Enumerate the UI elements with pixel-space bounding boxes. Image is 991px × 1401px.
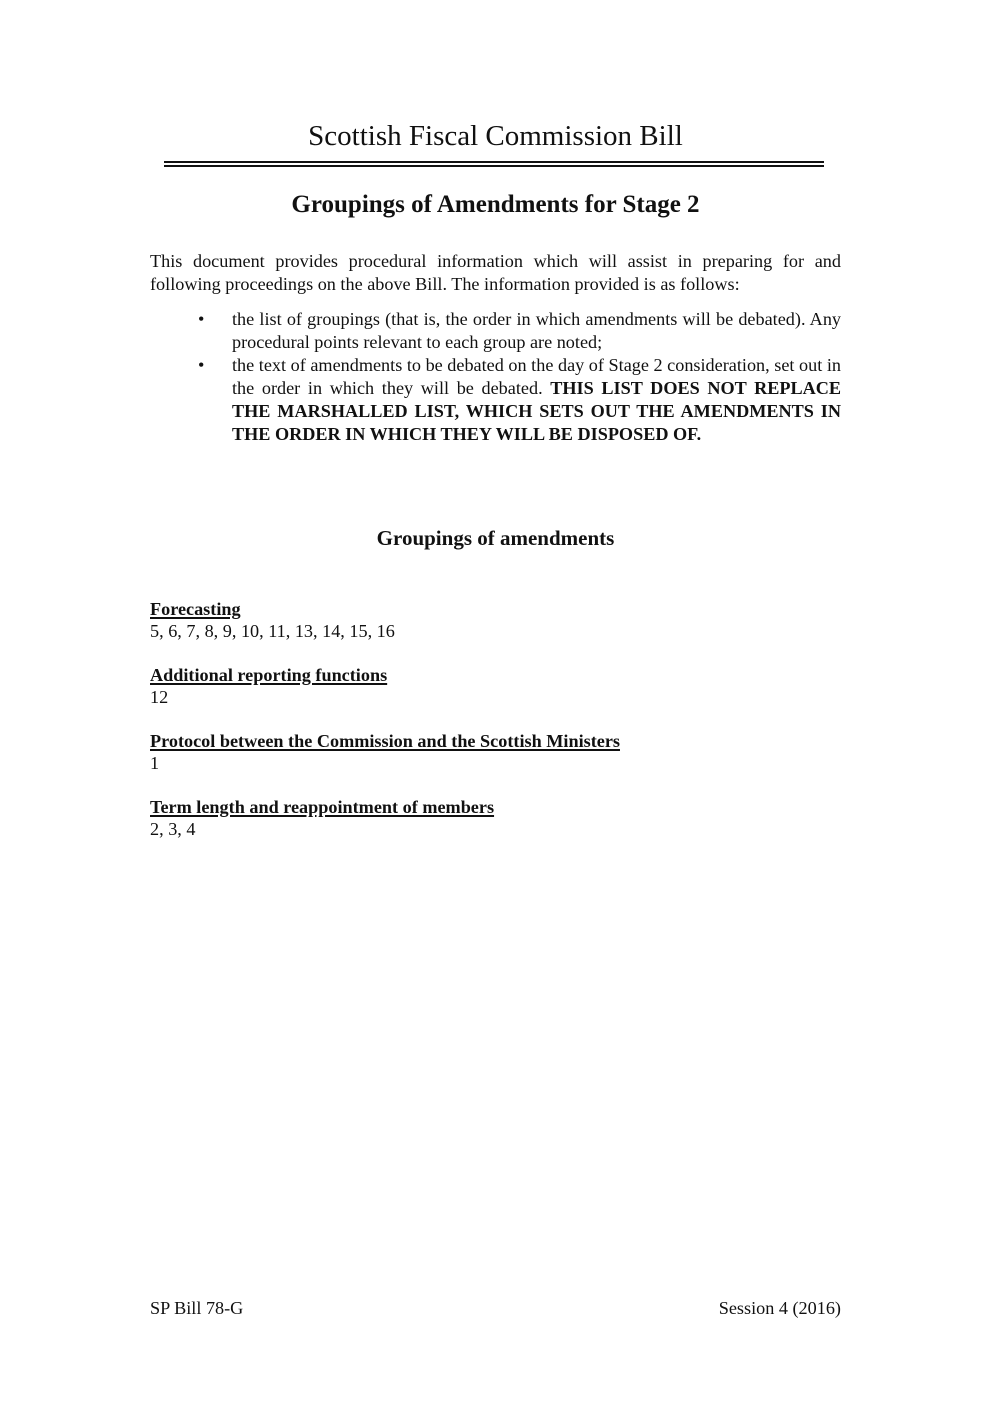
group-title: Forecasting bbox=[150, 599, 241, 619]
groupings-heading: Groupings of amendments bbox=[376, 526, 615, 550]
rule-line-bottom bbox=[164, 165, 824, 167]
rule-line-top bbox=[164, 161, 824, 163]
groupings-list bbox=[150, 598, 841, 862]
info-bullet-list bbox=[150, 308, 841, 446]
group-amendment-numbers: 2, 3, 4 bbox=[150, 819, 196, 839]
footer-bill-reference: SP Bill 78-G bbox=[150, 1298, 244, 1318]
group-title: Term length and reappointment of members bbox=[150, 797, 495, 817]
group-amendment-numbers: 5, 6, 7, 8, 9, 10, 11, 13, 14, 15, 16 bbox=[150, 621, 395, 641]
intro-paragraph: This document provides procedural information which will assist in preparing for and following proceedings on the above Bill. The information provided is as follows: bbox=[150, 251, 841, 294]
bullet-text: the list of groupings (that is, the order in which amendments will be debated). Any procedural points relevant to each group are noted; bbox=[232, 309, 841, 352]
group-amendment-numbers: 12 bbox=[150, 687, 169, 707]
group-item bbox=[150, 796, 841, 840]
bullet-icon: • bbox=[198, 355, 205, 375]
group-amendment-numbers: 1 bbox=[150, 753, 160, 773]
bullet-text: the text of amendments to be debated on the day of Stage 2 consideration, set out in the order in which they will be debated. bbox=[232, 355, 841, 398]
group-title: Protocol between the Commission and the Scottish Ministers bbox=[150, 731, 620, 751]
bullet-bold-notice: THIS LIST DOES NOT REPLACE THE MARSHALLED LIST, WHICH SETS OUT THE AMENDMENTS IN THE ORDER IN WHICH THEY WILL BE DISPOSED OF. bbox=[232, 378, 841, 444]
bullet-item-groupings bbox=[150, 308, 841, 354]
footer-session: Session 4 (2016) bbox=[718, 1298, 841, 1318]
group-item bbox=[150, 664, 841, 708]
document-subtitle: Groupings of Amendments for Stage 2 bbox=[291, 191, 700, 218]
group-item bbox=[150, 730, 841, 774]
bullet-item-amendment-text bbox=[150, 354, 841, 446]
group-title: Additional reporting functions bbox=[150, 665, 388, 685]
title-double-rule bbox=[164, 161, 824, 168]
bullet-icon: • bbox=[198, 309, 205, 329]
group-item bbox=[150, 598, 841, 642]
bill-title: Scottish Fiscal Commission Bill bbox=[308, 120, 683, 152]
